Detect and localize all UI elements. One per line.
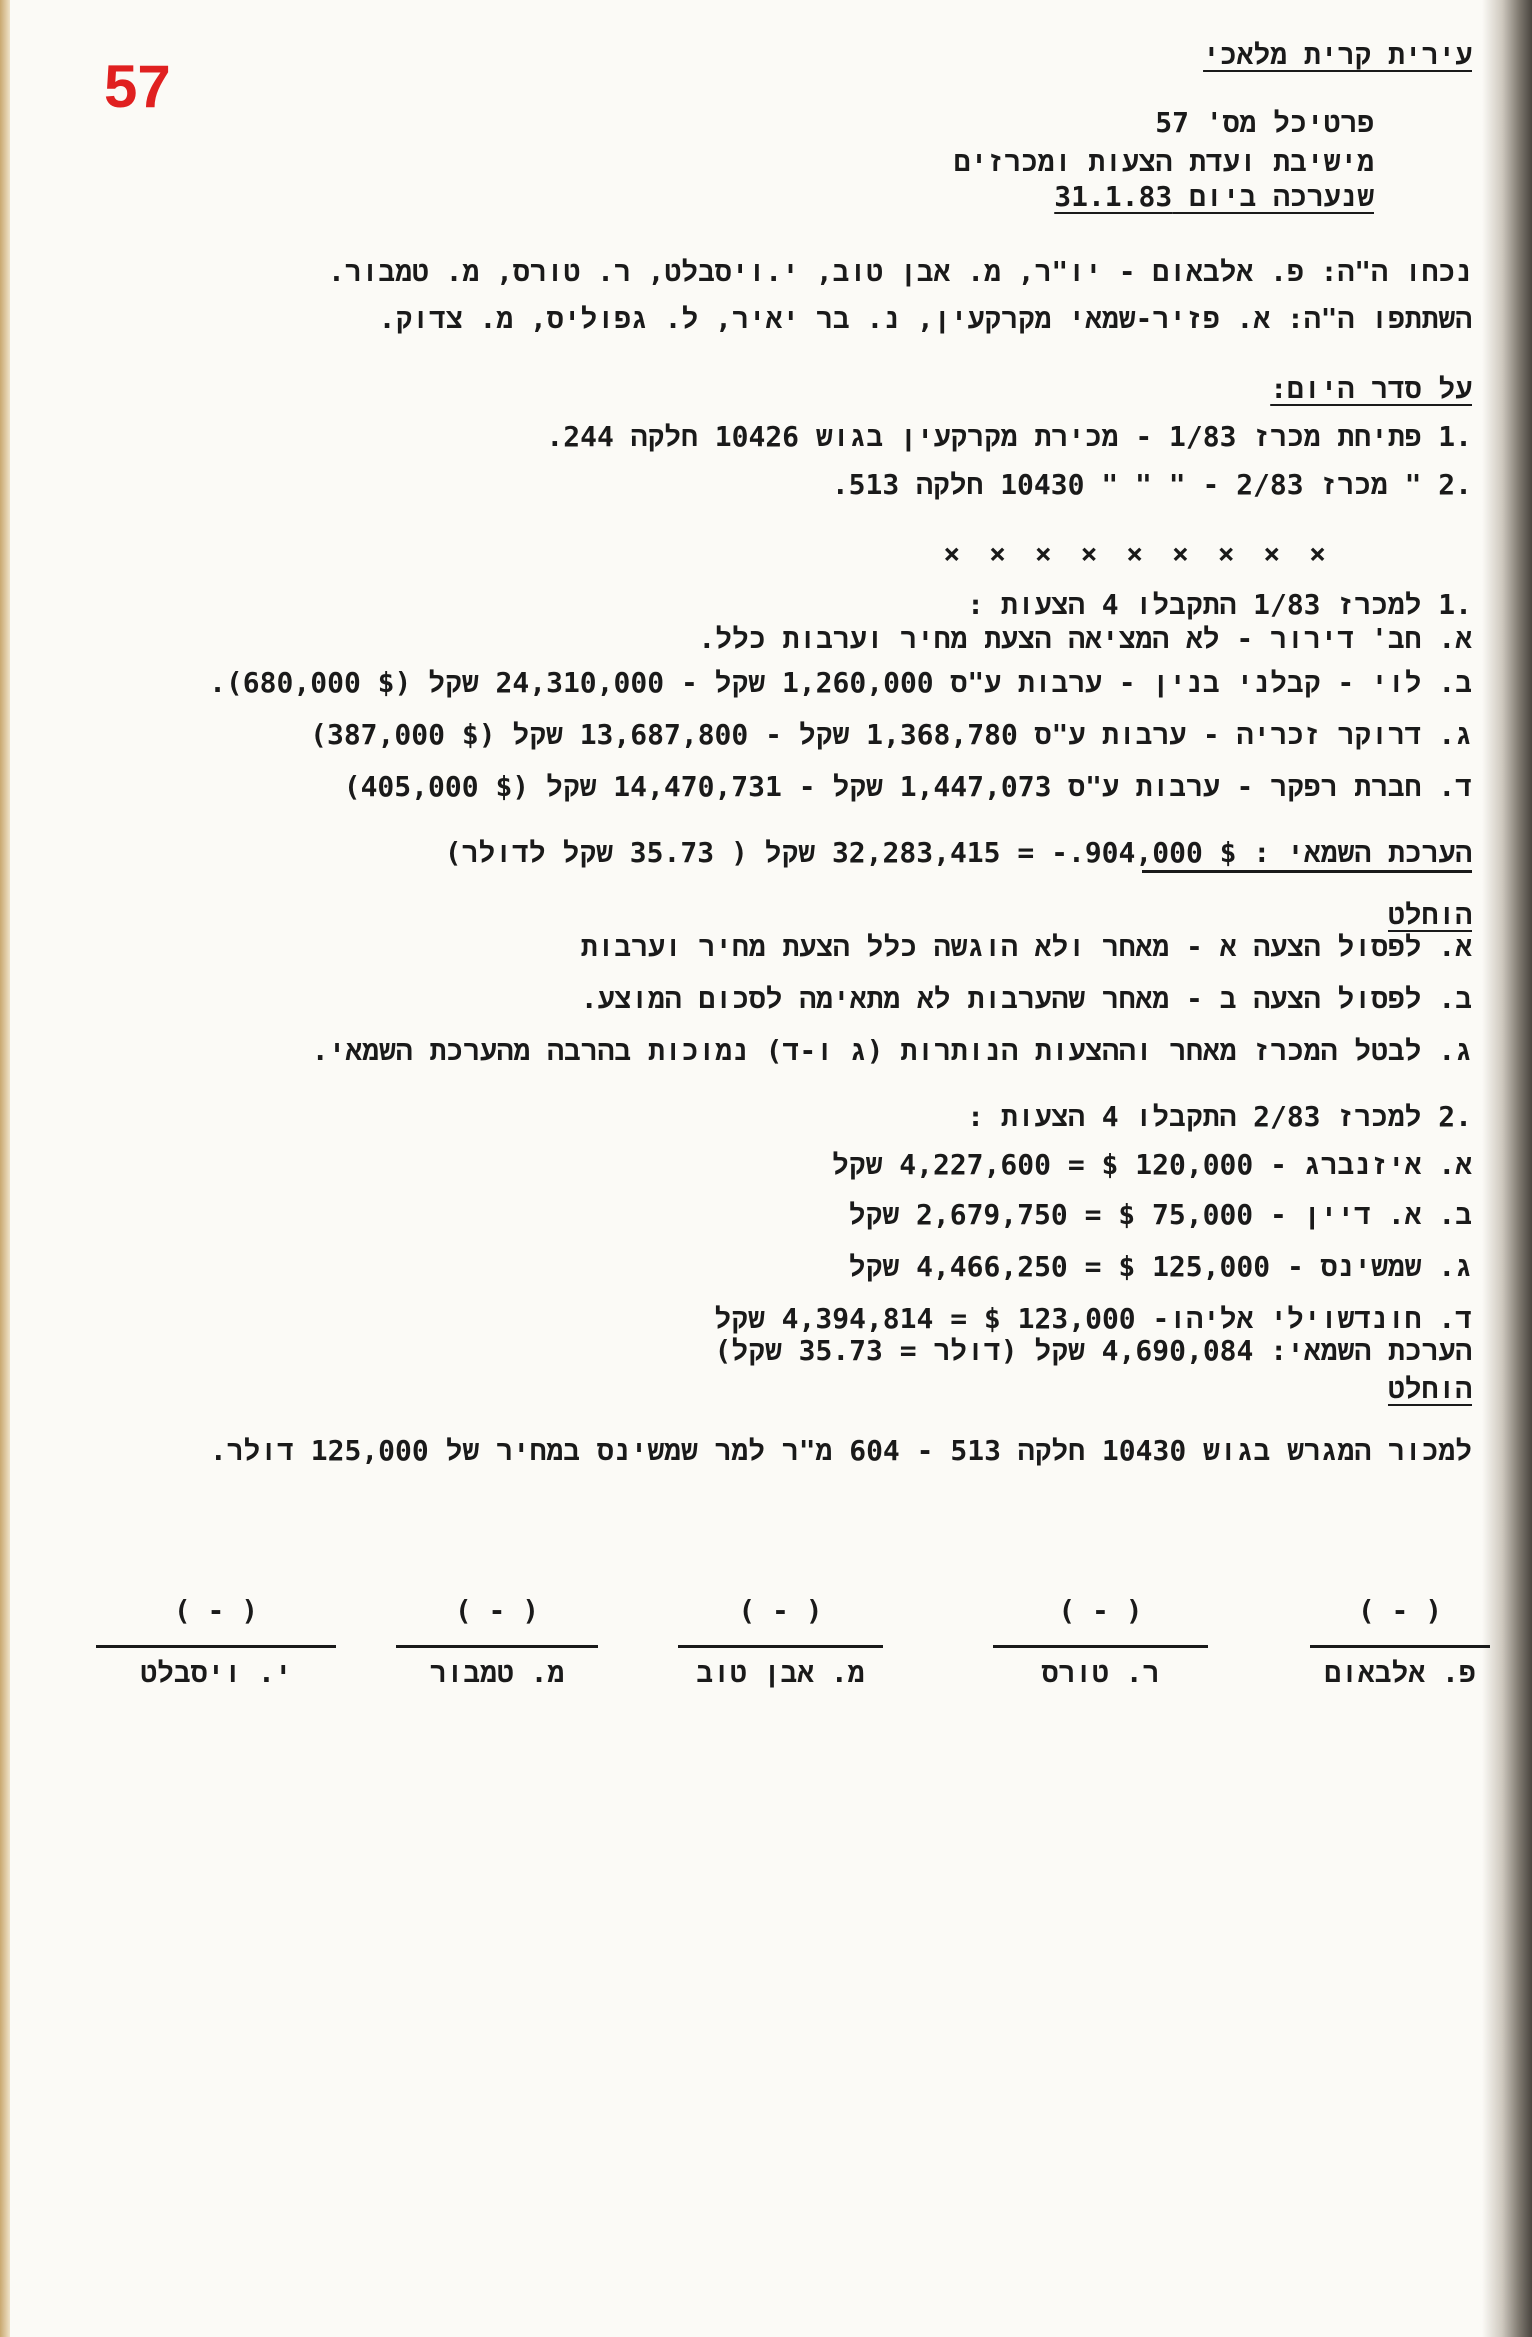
section-separator: × × × × × × × × × [943, 537, 1332, 570]
signature-name-4: מ. טמבור [429, 1656, 565, 1689]
signature-mark-4: ( - ) [454, 1594, 540, 1627]
tender2-bid-b: ב. א. דיין - 75,000 $ = 2,679,750 שקל [848, 1198, 1472, 1231]
page-number: 57 [104, 53, 171, 120]
signature-name-3: מ. אבן טוב [696, 1656, 865, 1689]
attendees-participants: השתתפו ה"ה: א. פזיר-שמאי מקרקעין, נ. בר יאיר, ל. גפוליס, מ. צדוק. [378, 302, 1472, 335]
signature-mark-5: ( - ) [173, 1594, 259, 1627]
meeting-date: שנערכה ביום 31.1.83 [1054, 180, 1374, 213]
tender2-bid-c: ג. שמשינס - 125,000 $ = 4,466,250 שקל [848, 1250, 1472, 1283]
page-left-edge [0, 0, 10, 2337]
tender2-resolved-heading: הוחלט [1387, 1372, 1472, 1405]
appraisal-underline [1142, 870, 1472, 873]
page-right-edge-shadow [1482, 0, 1532, 2337]
tender1-resolved-heading: הוחלט [1387, 898, 1472, 931]
tender1-intro: .1 למכרז 1/83 התקבלו 4 הצעות : [967, 588, 1472, 621]
signature-name-5: י. ויסבלט [140, 1656, 292, 1689]
signature-mark-1: ( - ) [1357, 1594, 1443, 1627]
tender1-bid-d: ד. חברת רפקר - ערבות ע"ס 1,447,073 שקל - 14,470,731 שקל ($ 405,000) [343, 770, 1472, 803]
tender2-bid-a: א. איזנברג - 120,000 $ = 4,227,600 שקל [831, 1148, 1472, 1181]
tender2-bid-d: ד. חונדשוילי אליהו- 123,000 $ = 4,394,814 שקל [714, 1302, 1472, 1335]
signature-line-2 [993, 1645, 1208, 1648]
agenda-item-2: .2 " מכרז 2/83 - " " " 10430 חלקה 513. [831, 468, 1472, 501]
agenda-heading: על סדר היום: [1270, 372, 1472, 405]
tender1-bid-b: ב. לוי - קבלני בנין - ערבות ע"ס 1,260,000 שקל - 24,310,000 שקל ($ 680,000). [209, 666, 1472, 699]
tender2-decision: למכור המגרש בגוש 10430 חלקה 513 - 604 מ"ר למר שמשינס במחיר של 125,000 דולר. [209, 1434, 1472, 1467]
signature-mark-2: ( - ) [1058, 1594, 1143, 1627]
protocol-number: פרטיכל מס' 57 [1155, 106, 1374, 139]
tender1-decision-b: ב. לפסול הצעה ב - מאחר שהערבות לא מתאימה לסכום המוצע. [580, 982, 1472, 1015]
signature-line-4 [396, 1645, 598, 1648]
signature-line-1 [1310, 1645, 1490, 1648]
tender1-appraisal: הערכת השמאי : $ 904,000.- = 32,283,415 שקל ( 35.73 שקל לדולר) [444, 836, 1472, 869]
tender1-decision-a: א. לפסול הצעה א - מאחר ולא הוגשה כלל הצעת מחיר וערבות [580, 930, 1472, 963]
tender2-appraisal: הערכת השמאי: 4,690,084 שקל (דולר = 35.73 שקל) [714, 1334, 1472, 1367]
tender1-bid-c: ג. דרוקר זכריה - ערבות ע"ס 1,368,780 שקל - 13,687,800 שקל ($ 387,000) [310, 718, 1472, 751]
meeting-title: מישיבת ועדת הצעות ומכרזים [953, 145, 1374, 178]
attendees-members: נכחו ה"ה: פ. אלבאום - יו"ר, מ. אבן טוב, י.ויסבלט, ר. טורס, מ. טמבור. [327, 255, 1472, 288]
signature-line-5 [96, 1645, 336, 1648]
signature-name-2: ר. טורס [1041, 1656, 1160, 1689]
signature-line-3 [678, 1645, 883, 1648]
institution-name: עירית קרית מלאכי [1203, 38, 1472, 71]
signature-name-1: פ. אלבאום [1324, 1656, 1476, 1689]
signature-mark-3: ( - ) [738, 1594, 823, 1627]
tender1-decision-c: ג. לבטל המכרז מאחר וההצעות הנותרות (ג ו-ד) נמוכות בהרבה מהערכת השמאי. [311, 1034, 1472, 1067]
agenda-item-1: .1 פתיחת מכרז 1/83 - מכירת מקרקעין בגוש 10426 חלקה 244. [546, 420, 1472, 453]
tender1-bid-a: א. חב' דירור - לא המציאה הצעת מחיר וערבות כלל. [698, 622, 1472, 655]
tender2-intro: .2 למכרז 2/83 התקבלו 4 הצעות : [967, 1100, 1472, 1133]
